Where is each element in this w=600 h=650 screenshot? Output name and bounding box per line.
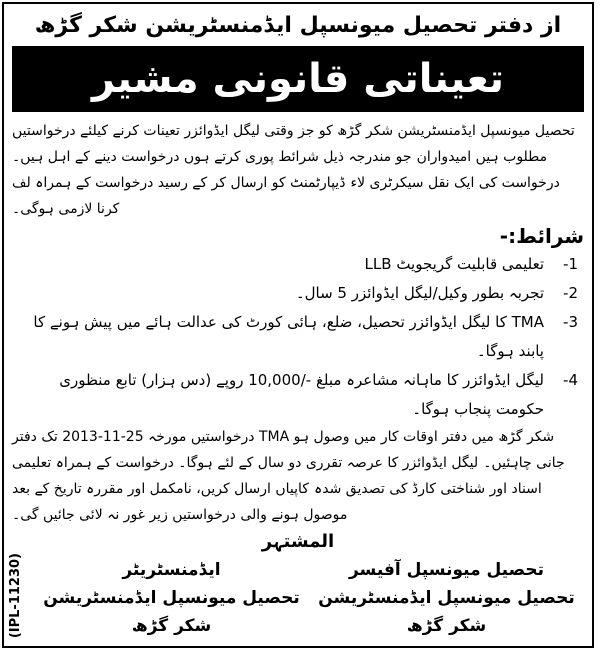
condition-text: لیگل ایڈوائزر کا ماہانہ مشاعرہ مبلغ -/10,000 روپے (دس ہزار) تابع منظوری حکومت پنجاب ہوگا۔ (59, 371, 544, 418)
signatures (12, 556, 584, 640)
signatory-left-org: تحصیل میونسپل ایڈمنسٹریشن شکر گڑھ (43, 588, 300, 636)
closing-line: کاپیاں ارسال کریں، نامکمل اور مقررہ تاریخ کے بعد موصول ہونے والی درخواستیں زیر غور نہ لائی جائیں گی۔ (12, 481, 348, 523)
condition-number: -4 (563, 371, 578, 389)
condition-item (12, 308, 584, 366)
intro-paragraph (12, 118, 584, 222)
signatory-left-title: ایڈمنسٹریٹر (122, 560, 221, 580)
condition-item (12, 366, 584, 424)
office-header: از دفتر تحصیل میونسپل ایڈمنسٹریشن شکر گڑھ (34, 13, 562, 38)
closing-paragraph (12, 424, 584, 528)
ad-title-banner: تعیناتی قانونی مشیر (12, 46, 584, 112)
signatory-right-title: تحصیل میونسپل آفیسر (348, 560, 545, 580)
closing-line: درخواستیں مورخہ 25-11-2013 تک دفتر TMA شکر گڑھ میں دفتر اوقات کار میں وصول ہو جانی چاہئیں۔ (12, 429, 565, 471)
condition-text: تعلیمی قابلیت گریجویٹ LLB (364, 255, 544, 273)
condition-text: TMA کا لیگل ایڈوائزر تحصیل، ضلع، ہائی کورٹ کی عدالت ہائے میں پیش ہونے کا پابند ہوگا۔ (33, 313, 544, 360)
signatory-left (34, 556, 309, 640)
condition-item (12, 250, 584, 279)
intro-line: ڈیپارٹمنٹ کو ارسال کر کے رسید درخواست کے ہمراہ لف کرنا لازمی ہوگی۔ (12, 175, 346, 217)
intro-line: جو مندرجہ ذیل شرائط پوری کرتے ہوں درخواست دینے کے اہل ہیں۔ درخواست کی ایک نقل سیکرٹری لاء (12, 149, 560, 191)
condition-text: تجربہ بطور وکیل/لیگل ایڈوائزر 5 سال۔ (295, 284, 544, 302)
signatory-right (309, 556, 584, 640)
condition-number: -1 (563, 255, 578, 273)
intro-line: تحصیل میونسپل ایڈمنسٹریشن شکر گڑھ کو جز وقتی لیگل ایڈوائزر تعینات کرنے کیلئے درخواستیں مطلوب ہیں امیدواران (12, 123, 575, 165)
ad-reference-code: (IPL-11230) (8, 552, 23, 638)
condition-number: -3 (563, 313, 578, 331)
closing-line: لیگل ایڈوائزر کا عرصہ تقرری دو سال کے لئے ہوگا۔ درخواست کے ہمراہ تعلیمی اسناد اور شناختی کارڈ کی تصدیق شدہ (12, 455, 542, 497)
conditions-title: شرائط:- (499, 224, 584, 248)
advertiser-label: المشتہر (261, 531, 335, 552)
advertisement (2, 2, 594, 648)
signatory-right-org: تحصیل میونسپل ایڈمنسٹریشن شکر گڑھ (318, 588, 575, 636)
condition-number: -2 (563, 284, 578, 302)
condition-item (12, 279, 584, 308)
